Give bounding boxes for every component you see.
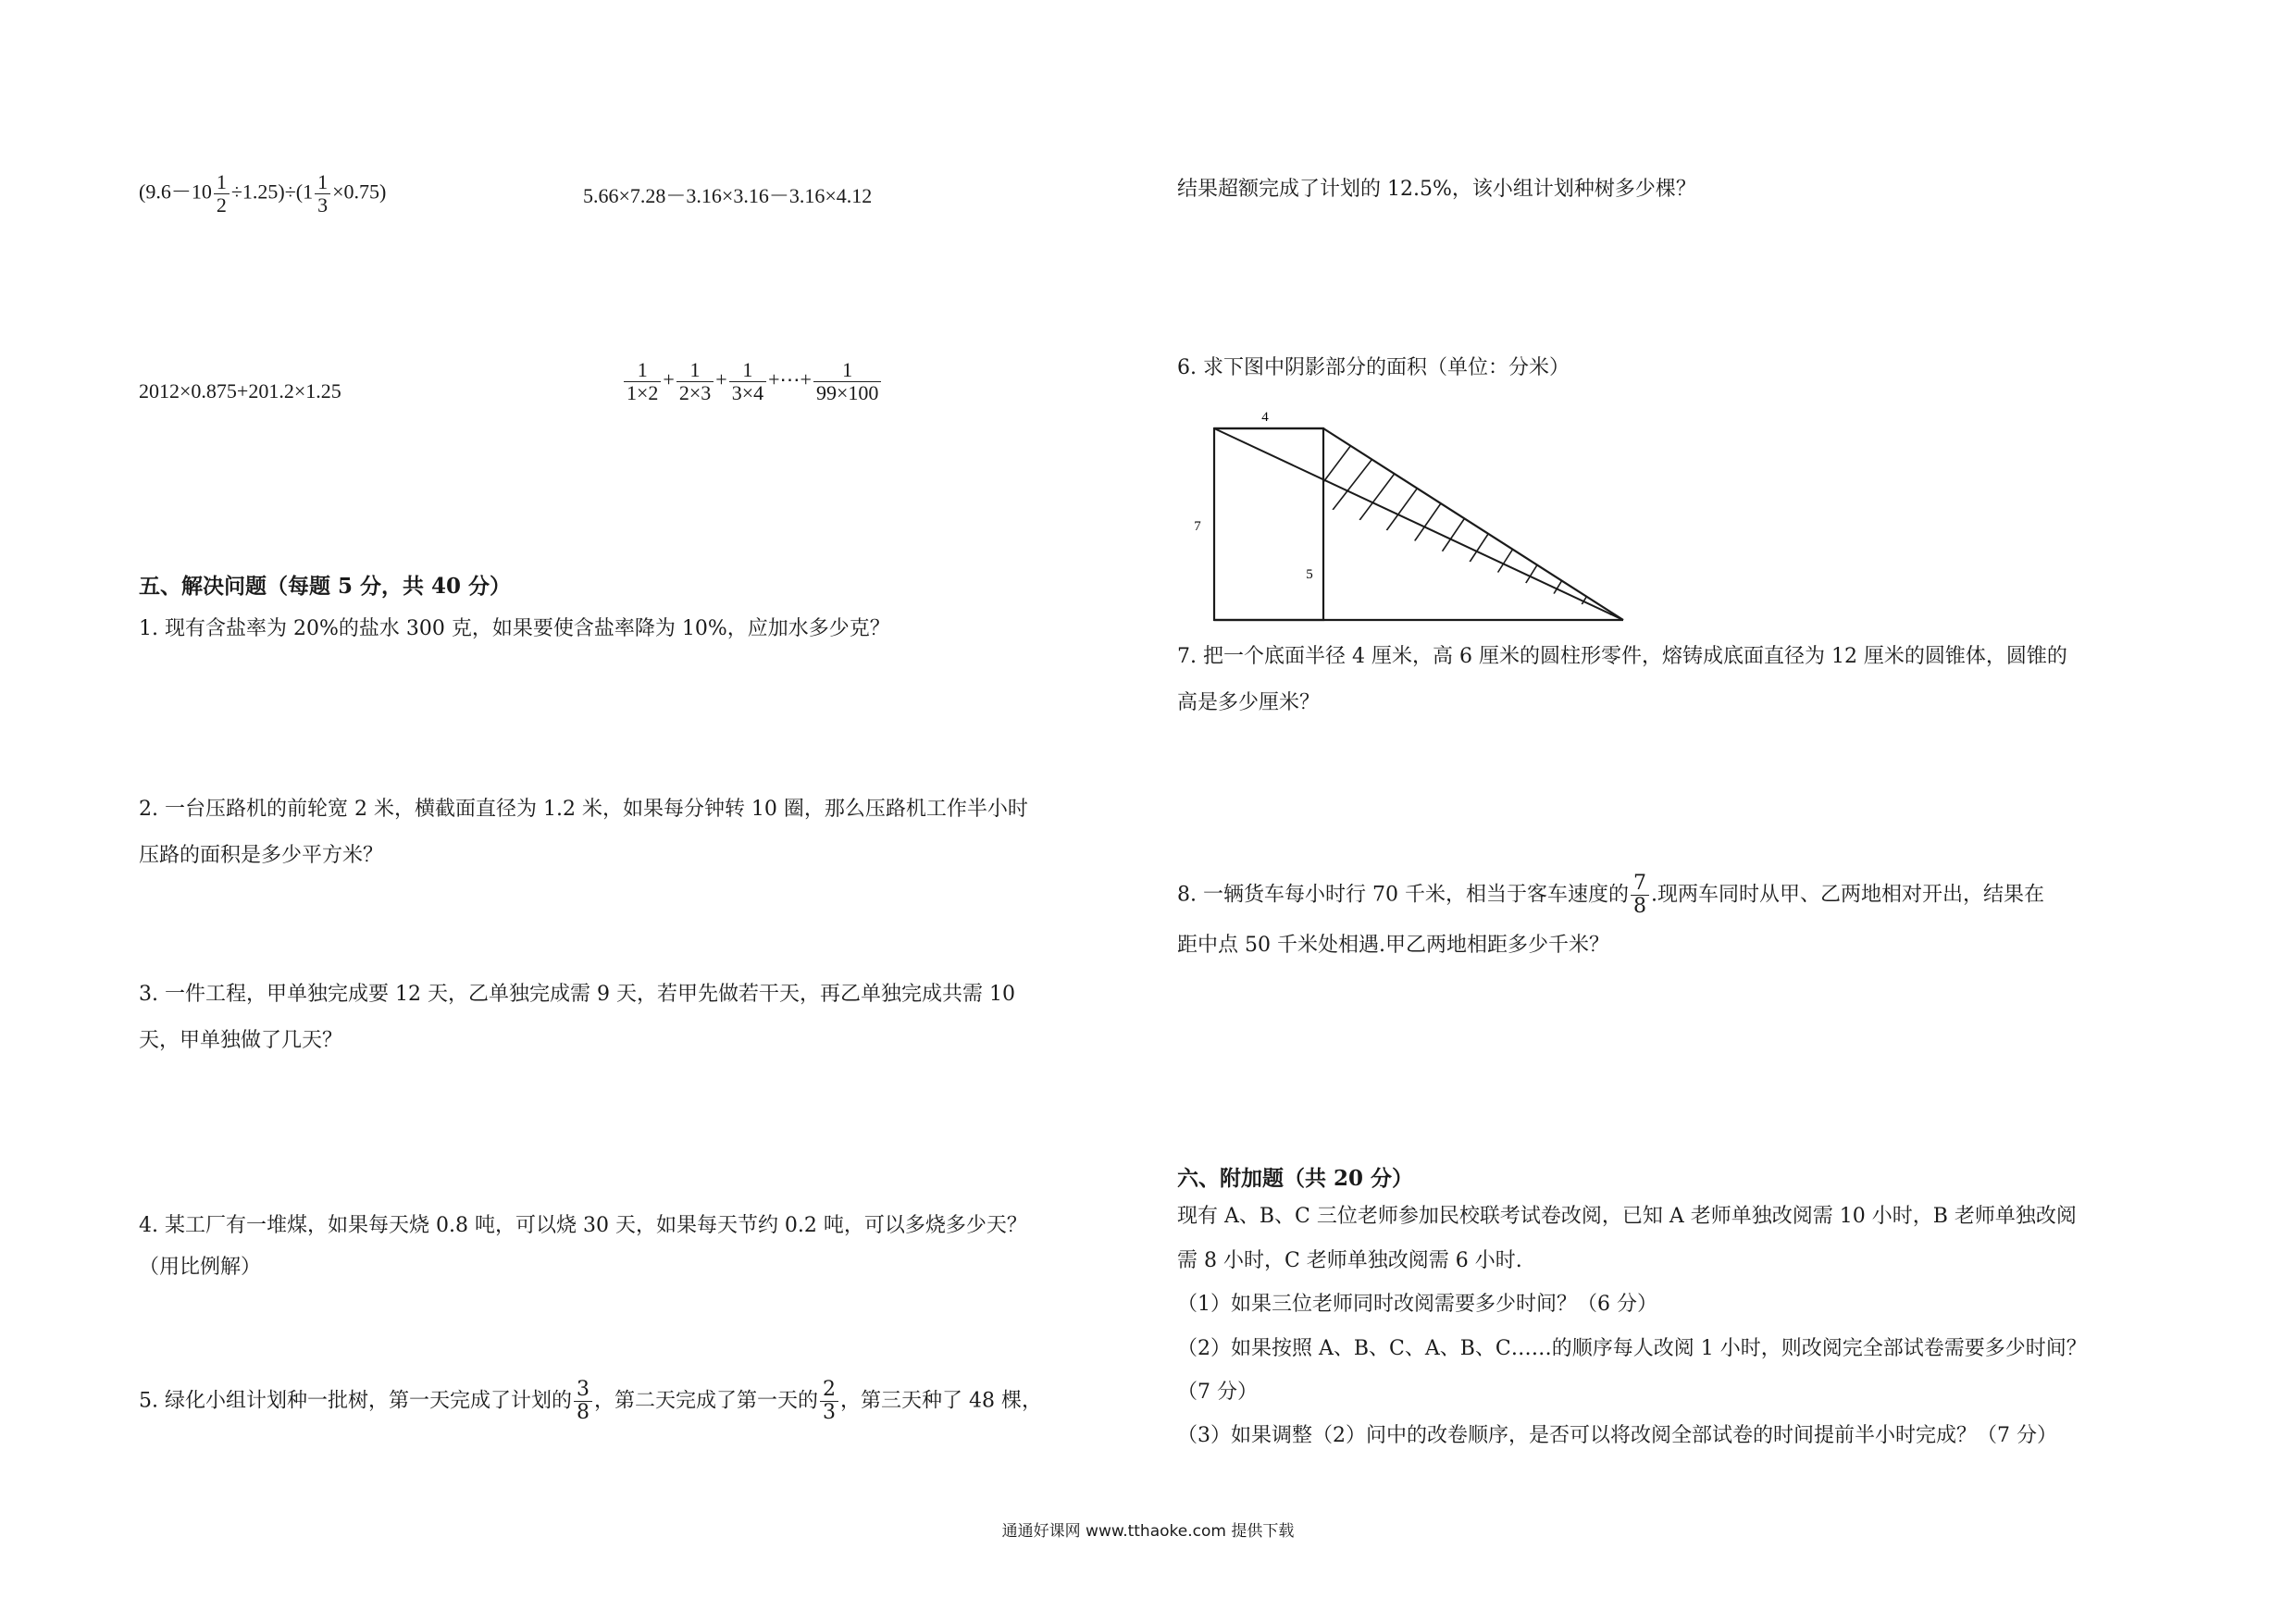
label-inner: 5 bbox=[1306, 567, 1313, 582]
expr1-part-a: (9.6－10 bbox=[139, 180, 212, 204]
fraction: $\frac{7}{8}$ bbox=[1631, 873, 1649, 918]
fraction: $\frac{1}{2}$ bbox=[214, 171, 230, 217]
question-7-line-2: 高是多少厘米？ bbox=[1177, 691, 1321, 714]
footer-credit: 通通好课网 www.tthaoke.com 提供下载 bbox=[1001, 1522, 1295, 1541]
shaded-area-figure bbox=[1177, 393, 1658, 634]
question-7-line-1: 7. 把一个底面半径 4 厘米，高 6 厘米的圆柱形零件，熔铸成底面直径为 12 厘米的圆锥体，圆锥的 bbox=[1177, 645, 2067, 668]
calc-expression-2: 5.66×7.28－3.16×3.16－3.16×4.12 bbox=[583, 184, 873, 207]
bonus-part-1: （1）如果三位老师同时改阅需要多少时间？（6 分） bbox=[1177, 1293, 1657, 1316]
question-1: 1. 现有含盐率为 20%的盐水 300 克，如果要使含盐率降为 10%，应加水多少克？ bbox=[139, 617, 890, 640]
fraction: $\frac{3}{8}$ bbox=[574, 1379, 592, 1424]
bonus-part-2-line-1: （2）如果按照 A、B、C、A、B、C……的顺序每人改阅 1 小时，则改阅完全部试卷需要多少时间？ bbox=[1177, 1337, 2087, 1360]
question-4-line-1: 4. 某工厂有一堆煤，如果每天烧 0.8 吨，可以烧 30 天，如果每天节约 0.2 吨，可以多烧多少天？ bbox=[139, 1214, 1027, 1237]
calc-expression-1 bbox=[139, 171, 386, 217]
expr1-part-c: ×0.75) bbox=[332, 180, 387, 204]
question-6: 6. 求下图中阴影部分的面积（单位：分米） bbox=[1177, 356, 1570, 379]
fraction: $\frac{1}{3\times 4}$ bbox=[729, 359, 766, 404]
expr1-part-b: ÷1.25)÷(1 bbox=[230, 180, 314, 204]
hypotenuse-outer bbox=[1323, 428, 1623, 620]
bonus-part-2-line-2: （7 分） bbox=[1177, 1381, 1258, 1404]
fraction: $\frac{1}{1\times 2}$ bbox=[624, 359, 661, 404]
calc-expression-3: 2012×0.875+201.2×1.25 bbox=[139, 379, 341, 403]
question-3-line-2: 天，甲单独做了几天？ bbox=[139, 1029, 343, 1052]
bonus-intro-line-1: 现有 A、B、C 三位老师参加民校联考试卷改阅，已知 A 老师单独改阅需 10 小时，B 老师单独改阅 bbox=[1177, 1205, 2077, 1228]
fraction: $\frac{1}{99\times 100}$ bbox=[813, 359, 881, 404]
bonus-part-3: （3）如果调整（2）问中的改卷顺序，是否可以将改阅全部试卷的时间提前半小时完成？（7 分） bbox=[1177, 1424, 2057, 1447]
question-8-line-2: 距中点 50 千米处相遇.甲乙两地相距多少千米？ bbox=[1177, 934, 1609, 957]
section-5-title: 五、解决问题（每题 5 分，共 40 分） bbox=[139, 574, 512, 599]
question-2-line-1: 2. 一台压路机的前轮宽 2 米，横截面直径为 1.2 米，如果每分钟转 10 圈，那么压路机工作半小时 bbox=[139, 798, 1028, 821]
bonus-intro-line-2: 需 8 小时，C 老师单独改阅需 6 小时. bbox=[1177, 1249, 1522, 1272]
shaded-hatching bbox=[1307, 430, 1658, 620]
label-left: 7 bbox=[1194, 519, 1201, 534]
question-5-continued: 结果超额完成了计划的 12.5%，该小组计划种树多少棵？ bbox=[1177, 178, 1696, 201]
label-top: 4 bbox=[1261, 410, 1269, 425]
left-column bbox=[139, 0, 1138, 1518]
right-column bbox=[1177, 0, 2186, 1518]
fraction: $\frac{1}{3}$ bbox=[315, 171, 330, 217]
hypotenuse-inner bbox=[1214, 428, 1623, 620]
question-3-line-1: 3. 一件工程，甲单独完成要 12 天，乙单独完成需 9 天，若甲先做若干天，再乙单独完成共需 10 bbox=[139, 983, 1015, 1006]
section-6-title: 六、附加题（共 20 分） bbox=[1177, 1166, 1414, 1191]
rectangle-outline bbox=[1214, 428, 1323, 620]
question-5: 5. 绿化小组计划种一批树，第一天完成了计划的 $\frac{3}{8}$ ，第二天完成了第一天的 $\frac{2}{3}$ ，第三天种了 48 棵， bbox=[139, 1378, 1042, 1424]
fraction: $\frac{1}{2\times 3}$ bbox=[676, 359, 714, 404]
fraction: $\frac{2}{3}$ bbox=[820, 1379, 838, 1424]
calc-expression-4: $\frac{1}{1\times 2}$ + $\frac{1}{2\times 3}$ + $\frac{1}{3\times 4}$ +⋯+ $\frac{1}{99\times 100}$ bbox=[622, 359, 883, 404]
question-2-line-2: 压路的面积是多少平方米？ bbox=[139, 844, 384, 867]
question-4-line-2: （用比例解） bbox=[139, 1256, 262, 1279]
question-8-line-1: 8. 一辆货车每小时行 70 千米，相当于客车速度的 $\frac{7}{8}$ .现两车同时从甲、乙两地相对开出，结果在 bbox=[1177, 872, 2044, 918]
